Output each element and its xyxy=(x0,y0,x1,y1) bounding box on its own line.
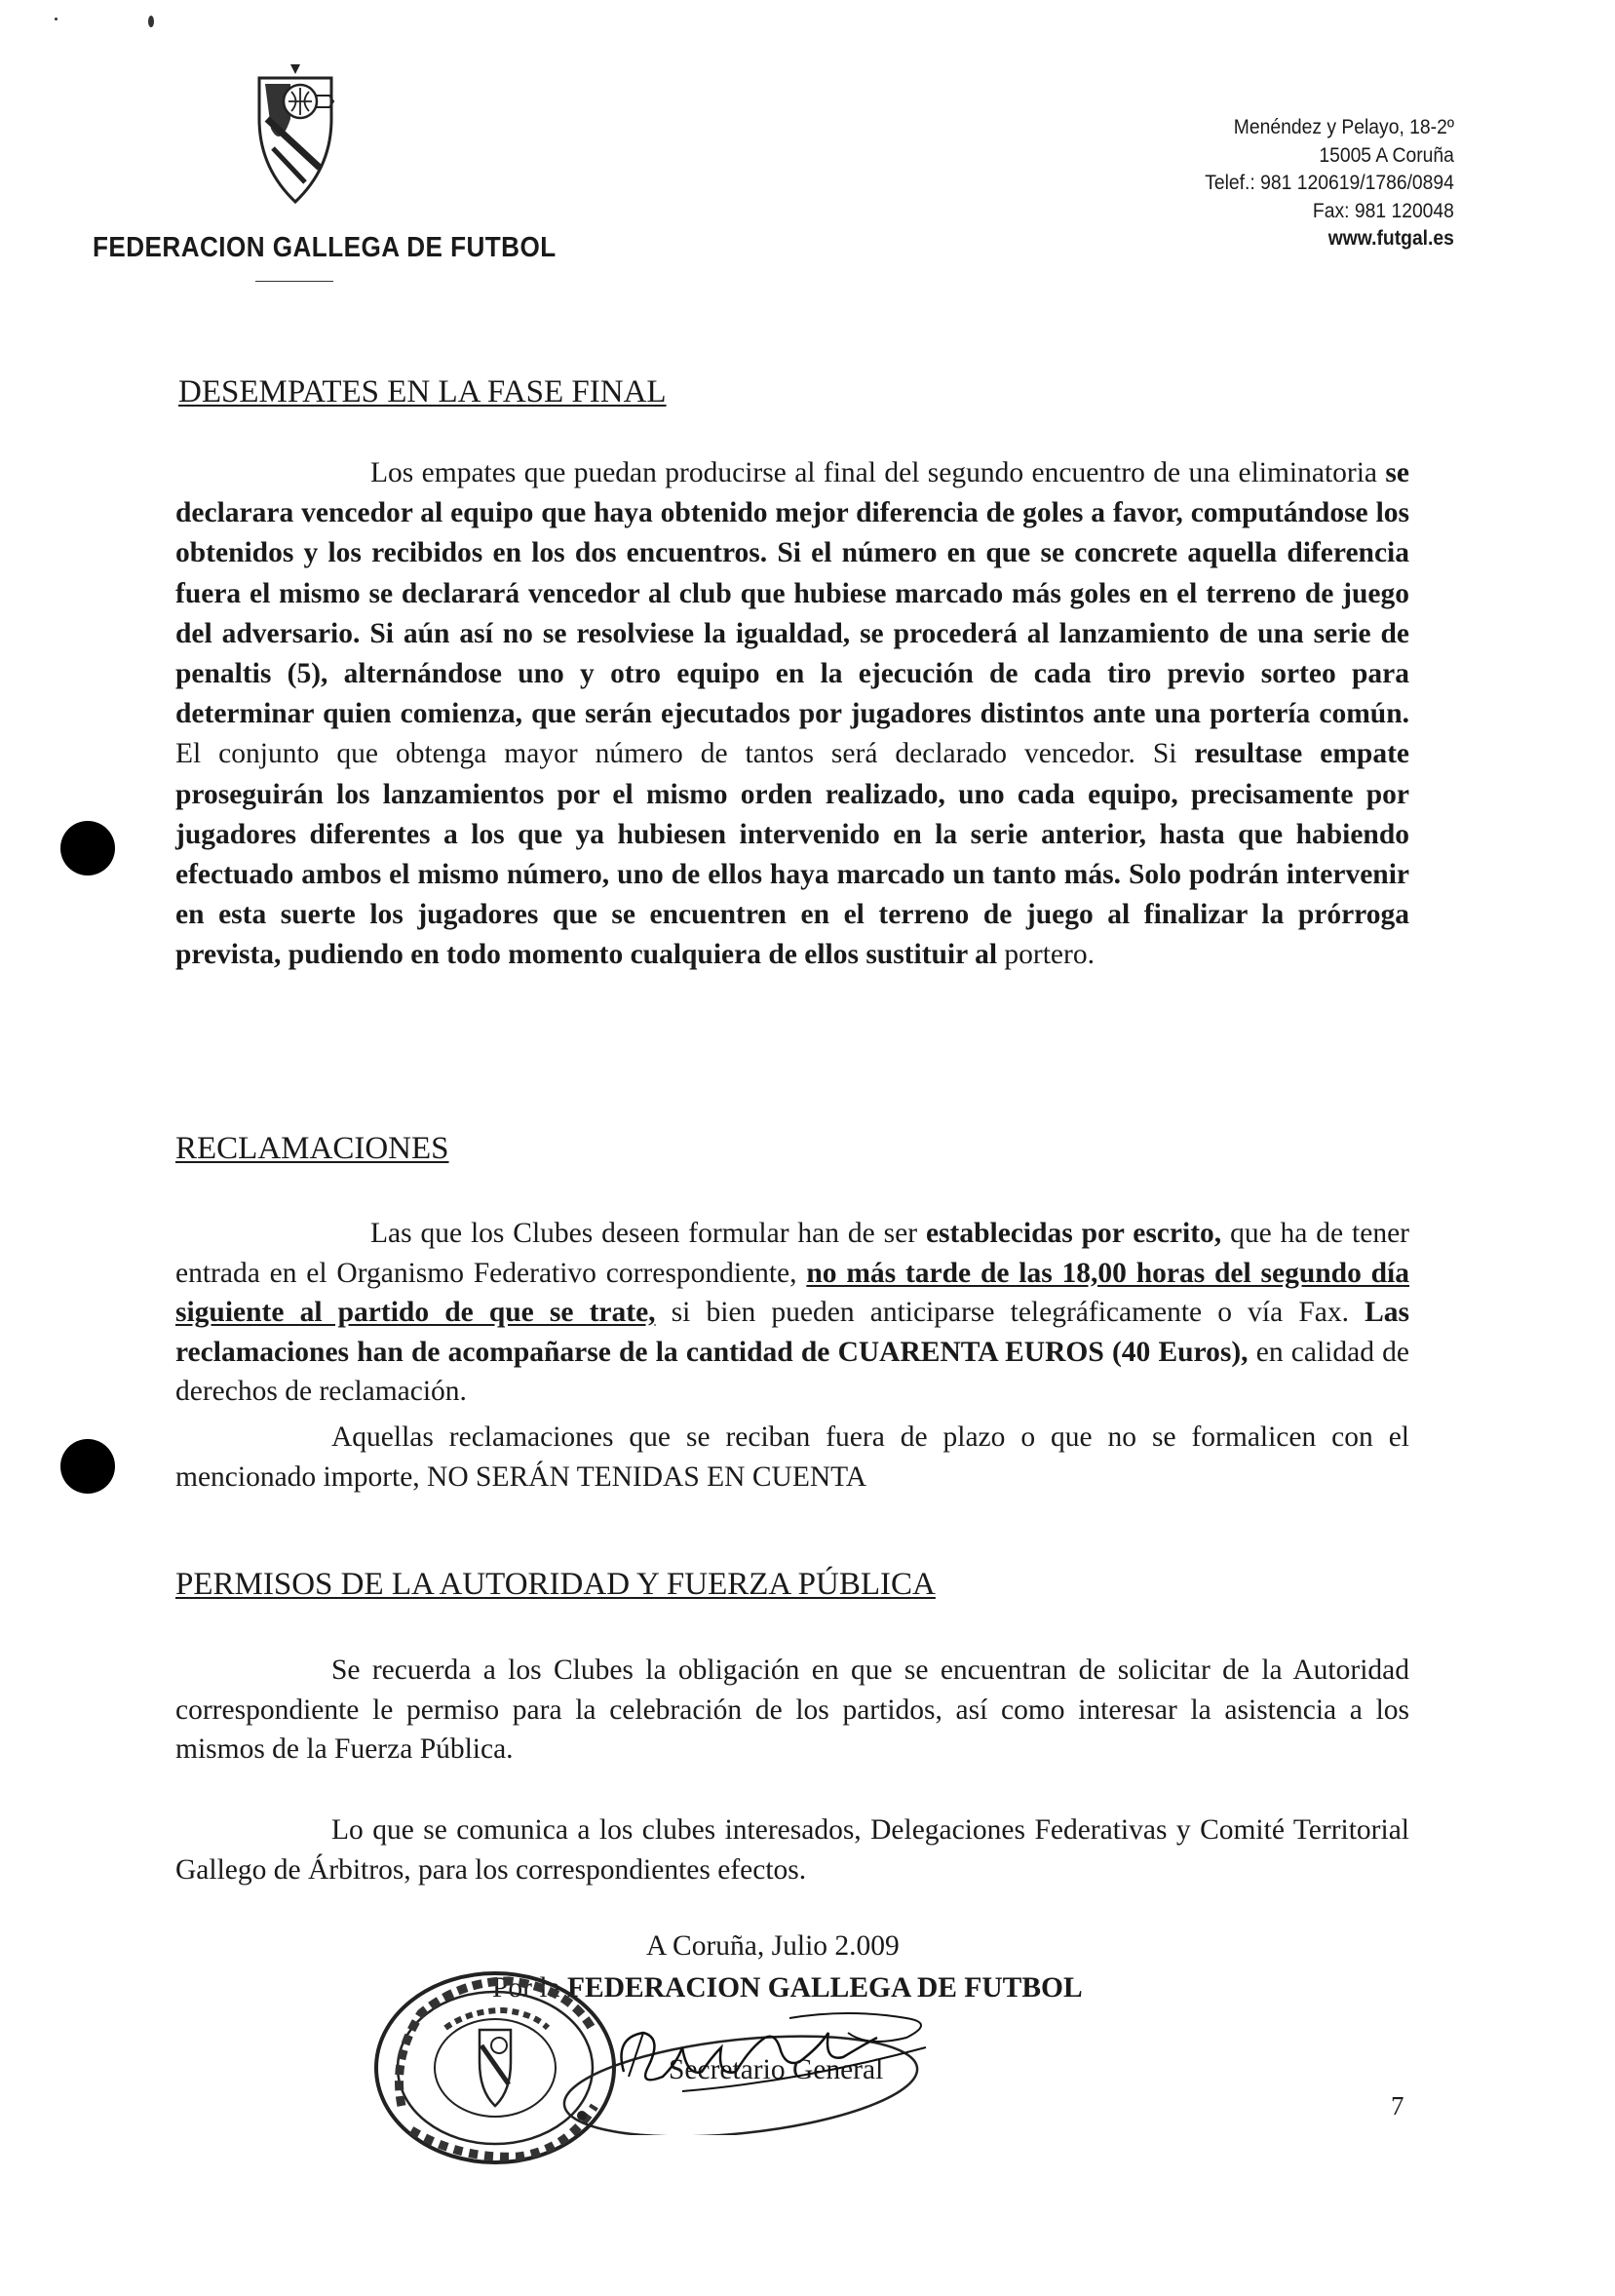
desempates-paragraph xyxy=(175,453,1409,976)
text-run: que ha de tener entrada en el Organismo Federativo correspondiente, xyxy=(175,1218,1409,1289)
text-run: El conjunto que obtenga mayor número de tantos será declarado vencedor. Si xyxy=(175,738,1177,770)
permisos-paragraph: Se recuerda a los Clubes la obligación en que se encuentran de solicitar de la Autoridad correspondiente le permiso para la celebración de los partidos, así como interesar la asistencia a los mismos de la Fuerza Pública. xyxy=(175,1654,1409,1765)
text-run: Los empates que puedan producirse al final del segundo encuentro de una eliminatoria xyxy=(370,457,1378,488)
handwritten-signature xyxy=(556,1979,965,2135)
communication-paragraph: Lo que se comunica a los clubes interesados, Delegaciones Federativas y Comité Territorial Gallego de Árbitros, para los correspondientes efectos. xyxy=(175,1814,1409,1886)
punch-hole-top xyxy=(60,821,115,876)
text-run: en calidad de derechos de reclamación. xyxy=(175,1336,1409,1407)
address-line: Menéndez y Pelayo, 18-2º xyxy=(1233,116,1454,138)
deadline-text: no más tarde de las 18,00 horas del segundo día siguiente al partido de que se trate, xyxy=(175,1257,1409,1328)
phone-line: Telef.: 981 120619/1786/0894 xyxy=(1205,172,1454,194)
text-run: si bien pueden anticiparse telegráficamente o vía Fax. xyxy=(671,1297,1349,1328)
section-title-reclamaciones: RECLAMACIONES xyxy=(175,1131,449,1166)
scan-speck xyxy=(148,16,154,27)
signoff-prefix: Por la xyxy=(492,1972,560,2004)
reclamaciones-paragraph-2: Aquellas reclamaciones que se reciban fuera de plazo o que no se formalicen con el mencionado importe, NO SERÁN TENIDAS EN CUENTA xyxy=(175,1421,1409,1493)
text-run-bold: resultase empate proseguirán los lanzamientos por el mismo orden realizado, uno cada equipo, precisamente por jugadores diferentes a los que ya hubiesen intervenido en la serie anterior, hasta que habiendo efectuado ambos el mismo número, uno de ellos haya marcado un tanto más. Solo podrán intervenir en esta suerte los jugadores que se encuentren en el terreno de juego al finalizar la prórroga prevista, pudiendo en todo momento cualquiera de ellos sustituir al xyxy=(175,738,1409,971)
federation-crest-logo xyxy=(251,60,339,207)
section-title-desempates: DESEMPATES EN LA FASE FINAL xyxy=(178,374,667,409)
signoff-organization: FEDERACION GALLEGA DE FUTBOL xyxy=(567,1972,1083,2004)
scan-speck xyxy=(55,18,58,20)
fee-text: Las reclamaciones han de acompañarse de la cantidad de CUARENTA EUROS (40 Euros), xyxy=(175,1297,1410,1368)
place-date: A Coruña, Julio 2.009 xyxy=(646,1930,900,1962)
text-run-bold: se declarara vencedor al equipo que haya obtenido mejor diferencia de goles a favor, computándose los obtenidos y los recibidos en los dos encuentros. Si el número en que se concrete aquella diferencia fuera el mismo se declarará vencedor al club que hubiese marcado más goles en el terreno de juego del adversario. Si aún así no se resolviese la igualdad, se procederá al lanzamiento de una serie de penaltis (5), alternándose uno y otro equipo en la ejecución de cada tiro previo sorteo para determinar quien comienza, que serán ejecutados por jugadores distintos ante una portería común. xyxy=(175,457,1409,730)
text-run: portero. xyxy=(1004,939,1095,971)
organization-name: FEDERACION GALLEGA DE FUTBOL xyxy=(93,232,557,263)
website-link[interactable]: www.futgal.es xyxy=(1327,227,1454,250)
text-run: Las que los Clubes deseen formular han de ser xyxy=(370,1218,918,1249)
section-title-permisos: PERMISOS DE LA AUTORIDAD Y FUERZA PÚBLICA xyxy=(175,1567,936,1602)
reclamaciones-paragraph-1 xyxy=(175,1214,1409,1412)
address-line: 15005 A Coruña xyxy=(1319,143,1454,167)
page-number: 7 xyxy=(1391,2091,1404,2121)
text-run-bold: establecidas por escrito, xyxy=(925,1218,1222,1249)
punch-hole-bottom xyxy=(60,1439,115,1494)
signatory-role: Secretario General xyxy=(669,2054,884,2085)
contact-address-block xyxy=(1205,114,1454,253)
header-divider xyxy=(255,281,333,282)
fax-line: Fax: 981 120048 xyxy=(1312,199,1454,222)
